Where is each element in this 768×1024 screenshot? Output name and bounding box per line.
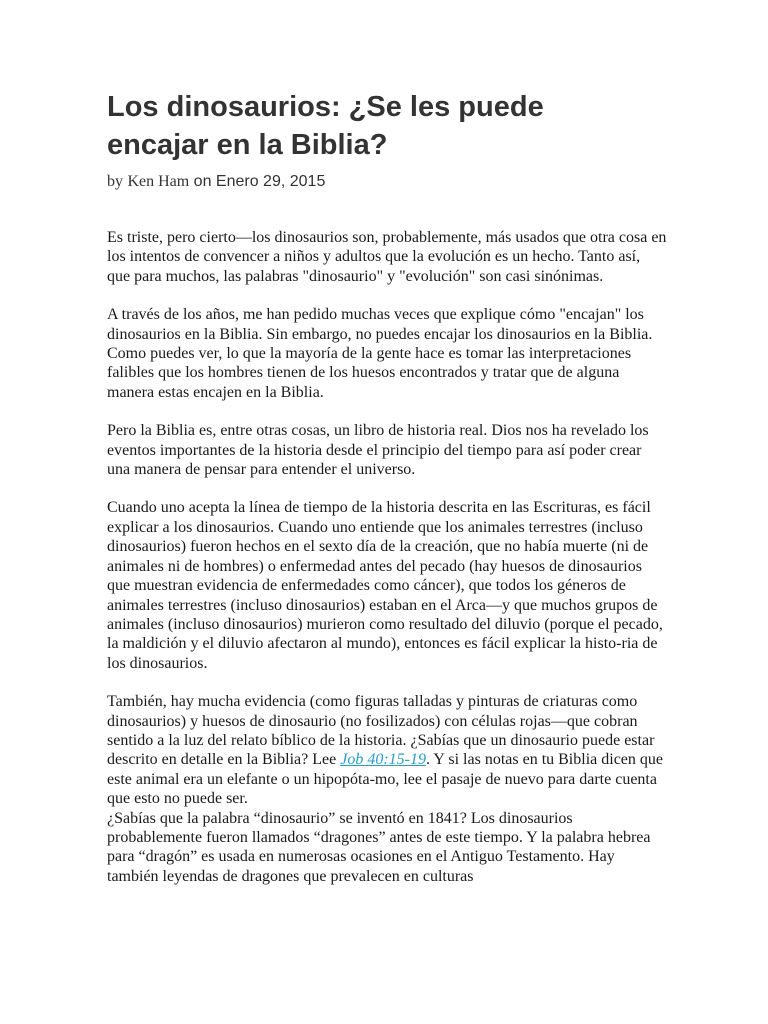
paragraph-4: Cuando uno acepta la línea de tiempo de la historia descrita en las Escrituras, es fácil explicar a los dinosaurios. Cuando uno entiende que los animales terrestres (incluso dinosaurios) fueron hechos en el sexto día de la creación, que no había muerte (ni de animales ni de hombres) o enfermedad antes del pecado (hay huesos de dinosaurios que muestran evidencia de enfermedades como cáncer), que todos los géneros de animales terrestres (incluso dinosaurios) estaban en el Arca—y que muchos grupos de animales (incluso dinosaurios) murieron como resultado del diluvio (porque el pecado, la maldición y el diluvio afectaron al mundo), entonces es fácil explicar la histo-ria de los dinosaurios. <box>107 499 663 672</box>
paragraph-3: Pero la Biblia es, entre otras cosas, un libro de historia real. Dios nos ha revelado los eventos importantes de la historia desde el principio del tiempo para así poder crear una manera de pensar para entender el universo. <box>107 422 649 479</box>
article-title-line-1: Los dinosaurios: ¿Se les puede <box>107 91 544 123</box>
paragraph-5-text-end: . Y si las notas en tu Biblia dicen que este animal era un elefante o un hipopóta-mo, lee el pasaje de nuevo para darte cuenta que esto no puede ser. <box>107 751 663 808</box>
byline-by: by <box>107 173 123 190</box>
paragraph-2: A través de los años, me han pedido muchas veces que explique cómo "encajan" los dinosaurios en la Biblia. Sin embargo, no puedes encajar los dinosaurios en la Biblia. Como puedes ver, lo que la mayoría de la gente hace es tomar las interpretaciones falibles que los hombres tienen de los huesos encontrados y tratar que de alguna manera estas encajen en la Biblia. <box>107 306 653 401</box>
article-body <box>107 228 667 886</box>
job-verse-link[interactable]: Job 40:15-19 <box>340 751 426 769</box>
paragraph-6: ¿Sabías que la palabra “dinosaurio” se inventó en 1841? Los dinosaurios probablemente fueron llamados “dragones” antes de este tiempo. Y la palabra hebrea para “dragón” es usada en numerosas ocasiones en el Antiguo Testamento. Hay también leyendas de dragones que prevalecen en culturas <box>107 809 651 885</box>
article-title-line-2: encajar en la Biblia? <box>107 129 388 161</box>
article-title <box>107 88 667 164</box>
article <box>107 88 667 905</box>
byline-author[interactable]: Ken Ham <box>127 173 190 190</box>
paragraph-5 <box>107 692 667 808</box>
paragraph-1: Es triste, pero cierto—los dinosaurios son, probablemente, más usados que otra cosa en los intentos de convencer a niños y adultos que la evolución es un hecho. Tanto así, que para muchos, las palabras "dinosaurio" y "evolución" son casi sinónimas. <box>107 229 667 285</box>
byline <box>107 172 667 192</box>
byline-date: on Enero 29, 2015 <box>193 173 326 190</box>
paragraph-5-text-start: También, hay mucha evidencia (como figuras talladas y pinturas de criaturas como dinosaurios) y huesos de dinosaurio (no fosilizados) con células rojas—que cobran sentido a la luz del relato bíblico de la historia. ¿Sabías que un dinosaurio puede estar descrito en detalle en la Biblia? Lee <box>107 693 655 769</box>
